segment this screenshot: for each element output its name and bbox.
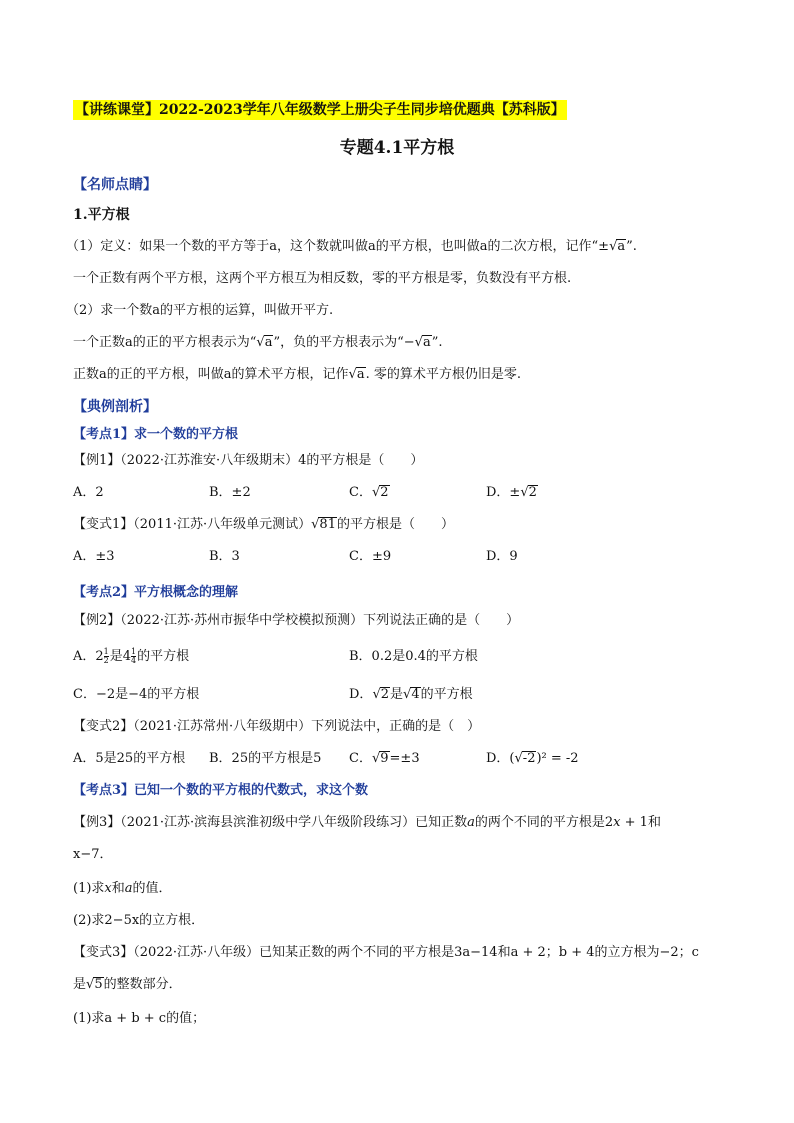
example-1-option-c[interactable]: C．√2 xyxy=(349,485,389,500)
positive-roots-line: 一个正数有两个平方根，这两个平方根互为相反数，零的平方根是零，负数没有平方根. xyxy=(73,271,572,286)
example-1-option-a[interactable]: A．2 xyxy=(73,485,104,500)
definition-line: （1）定义：如果一个数的平方等于a，这个数就叫做a的平方根，也叫做a的二次方根，记作“±√a”. xyxy=(66,239,637,254)
example-3-part-1: (1)求x和a的值． xyxy=(73,881,172,896)
concept-heading: 1.平方根 xyxy=(73,207,130,223)
example-3-question: 【例3】（2021·江苏·滨海县滨淮初级中学八年级阶段练习）已知正数a的两个不同的平方根是2x + 1和 xyxy=(73,815,661,830)
variant-2-question: 【变式2】（2021·江苏常州·八年级期中）下列说法中，正确的是（ ） xyxy=(73,719,481,734)
variant-1-option-b[interactable]: B．3 xyxy=(209,549,240,564)
section-example-analysis: 【典例剖析】 xyxy=(73,399,157,415)
example-1-option-b[interactable]: B．±2 xyxy=(209,485,251,500)
variant-2-option-d[interactable]: D．(√-2)² = -2 xyxy=(486,751,579,766)
radical-a: a xyxy=(617,239,626,254)
example-2-question: 【例2】（2022·江苏·苏州市振华中学校模拟预测）下列说法正确的是（ ） xyxy=(73,613,520,628)
variant-3-question-cont: 是√5的整数部分． xyxy=(73,977,182,992)
example-1-option-d[interactable]: D．±√2 xyxy=(486,485,537,500)
example-1-question: 【例1】（2022·江苏淮安·八年级期末）4的平方根是（ ） xyxy=(73,453,424,468)
variant-1-option-c[interactable]: C．±9 xyxy=(349,549,392,564)
fraction-one-half: $\frac{1}{2}$ xyxy=(103,647,109,665)
variant-1-option-a[interactable]: A．±3 xyxy=(73,549,115,564)
variant-2-option-b[interactable]: B．25的平方根是5 xyxy=(209,751,322,766)
square-root-operation-line: （2）求一个数a的平方根的运算，叫做开平方. xyxy=(66,303,334,318)
page-title: 专题4.1平方根 xyxy=(339,138,455,158)
variant-3-question: 【变式3】（2022·江苏·八年级）已知某正数的两个不同的平方根是3a−14和a + 2；b + 4的立方根为−2；c xyxy=(73,945,699,960)
example-2-option-b[interactable]: B．0.2是0.4的平方根 xyxy=(349,649,478,664)
variant-2-option-c[interactable]: C．√9=±3 xyxy=(349,751,420,766)
variant-3-part-1: (1)求a + b + c的值； xyxy=(73,1011,206,1026)
example-3-question-cont: x−7． xyxy=(73,847,113,862)
kaodian-1-label: 【考点1】求一个数的平方根 xyxy=(73,427,239,442)
example-2-option-d[interactable]: D．√2是√4的平方根 xyxy=(349,687,473,702)
notation-line: 一个正数a的正的平方根表示为“√a”，负的平方根表示为“−√a”. xyxy=(73,335,443,350)
kaodian-3-label: 【考点3】已知一个数的平方根的代数式，求这个数 xyxy=(73,783,369,798)
example-2-option-c[interactable]: C．−2是−4的平方根 xyxy=(73,687,200,702)
fraction-one-quarter: $\frac{1}{4}$ xyxy=(131,647,137,665)
example-3-part-2: (2)求2−5x的立方根． xyxy=(73,913,205,928)
kaodian-2-label: 【考点2】平方根概念的理解 xyxy=(73,585,239,600)
example-2-option-a[interactable]: A．2 $\frac{1}{2}$ 是4 $\frac{1}{4}$ 的平方根 xyxy=(73,647,190,665)
series-banner: 【讲练课堂】2022-2023学年八年级数学上册尖子生同步培优题典【苏科版】 xyxy=(75,102,565,118)
section-teacher-tips: 【名师点睛】 xyxy=(73,177,157,193)
variant-2-option-a[interactable]: A．5是25的平方根 xyxy=(73,751,186,766)
variant-1-question: 【变式1】（2011·江苏·八年级单元测试）√81的平方根是（ ） xyxy=(73,517,454,532)
variant-1-option-d[interactable]: D．9 xyxy=(486,549,518,564)
arithmetic-root-line: 正数a的正的平方根，叫做a的算术平方根，记作√a. 零的算术平方根仍旧是零. xyxy=(73,367,521,382)
